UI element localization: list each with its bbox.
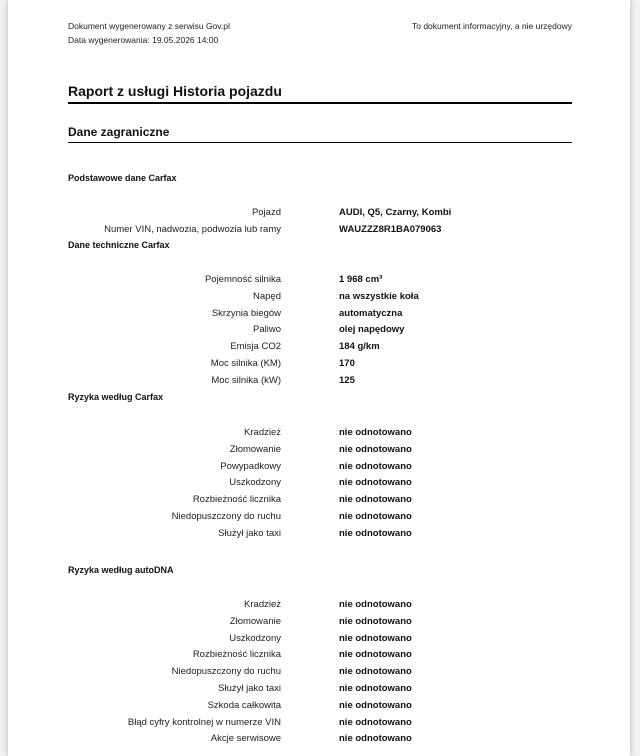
row-value: nie odnotowano [339,443,412,455]
risks-autodna-rows [68,597,572,748]
row-label: Emisja CO2 [230,341,281,353]
row-label: Napęd [253,290,281,302]
row-value: 125 [339,374,355,386]
row-label: Szkoda całkowita [207,699,281,711]
row-value: nie odnotowano [339,460,412,472]
data-row [68,289,572,306]
row-label: Numer VIN, nadwozia, podwozia lub ramy [104,223,281,235]
row-value: 170 [339,357,355,369]
document-header-left [68,19,230,47]
row-label: Skrzynia biegów [211,307,281,319]
section-title: Dane zagraniczne [68,125,572,143]
row-label: Paliwo [253,324,281,336]
row-value: nie odnotowano [339,599,412,610]
row-value: nie odnotowano [339,733,412,745]
row-value: na wszystkie koła [339,290,419,302]
risks-carfax-rows [68,425,572,543]
document-content [68,0,572,756]
row-label: Niedopuszczony do ruchu [171,510,281,522]
basic-data-heading: Podstawowe dane Carfax [68,173,177,183]
data-row [68,715,572,732]
row-label: Uszkodzony [229,477,281,489]
row-value: nie odnotowano [339,649,412,661]
row-label: Błąd cyfry kontrolnej w numerze VIN [127,716,281,728]
data-row [68,373,572,390]
data-row [68,664,572,681]
row-label: Kradzież [244,599,281,610]
row-label: Moc silnika (kW) [211,374,281,386]
row-value: nie odnotowano [339,632,412,644]
document-page [8,0,630,756]
row-value: 1 968 cm³ [339,274,383,285]
generated-date-text: Data wygenerowania: 19.05.2026 14:00 [68,35,219,45]
row-label: Rozbieżność licznika [192,649,281,661]
data-row [68,631,572,648]
technical-data-heading: Dane techniczne Carfax [68,240,170,250]
row-label: Rozbieżność licznika [192,494,281,506]
data-row [68,339,572,356]
row-value: nie odnotowano [339,477,412,489]
data-row [68,597,572,614]
row-value: nie odnotowano [339,615,412,627]
row-value: nie odnotowano [339,494,412,506]
risks-autodna-heading: Ryzyka według autoDNA [68,565,174,575]
row-label: Niedopuszczony do ruchu [171,666,281,678]
row-label: Pojazd [251,207,281,218]
row-label: Akcje serwisowe [210,733,281,745]
data-row [68,459,572,476]
risks-carfax-heading: Ryzyka według Carfax [68,392,164,402]
row-label: Moc silnika (KM) [210,357,281,369]
row-label: Uszkodzony [229,632,281,644]
row-value: nie odnotowano [339,427,412,438]
data-row [68,614,572,631]
disclaimer-text: To dokument informacyjny, a nie urzędowy [411,21,572,31]
row-label: Służył jako taxi [218,682,281,694]
basic-data-rows [68,205,572,239]
generated-from-text: Dokument wygenerowany z serwisu Gov.pl [68,21,230,31]
data-row [68,681,572,698]
row-value: nie odnotowano [339,527,412,539]
row-label: Kradzież [244,427,281,438]
data-row [68,475,572,492]
row-value: nie odnotowano [339,716,412,728]
row-value: automatyczna [339,307,403,319]
row-value: 184 g/km [339,341,380,353]
row-label: Złomowanie [229,443,281,455]
row-value: nie odnotowano [339,682,412,694]
data-row [68,322,572,339]
row-label: Powypadkowy [220,460,281,472]
data-row [68,442,572,459]
data-row [68,306,572,323]
data-row [68,731,572,748]
data-row [68,205,572,222]
data-row [68,647,572,664]
row-value: WAUZZZ8R1BA079063 [339,223,442,235]
data-row [68,356,572,373]
row-value: nie odnotowano [339,510,412,522]
row-value: AUDI, Q5, Czarny, Kombi [339,207,452,218]
data-row [68,509,572,526]
document-header-right [412,19,572,33]
row-value: nie odnotowano [339,666,412,678]
data-row [68,222,572,239]
data-row [68,425,572,442]
row-value: nie odnotowano [339,699,412,711]
data-row [68,526,572,543]
report-title: Raport z usługi Historia pojazdu [68,83,572,104]
row-label: Pojemność silnika [204,274,281,285]
row-value: olej napędowy [339,324,405,336]
data-row [68,492,572,509]
row-label: Służył jako taxi [218,527,281,539]
data-row [68,272,572,289]
technical-data-rows [68,272,572,390]
row-label: Złomowanie [229,615,281,627]
data-row [68,698,572,715]
